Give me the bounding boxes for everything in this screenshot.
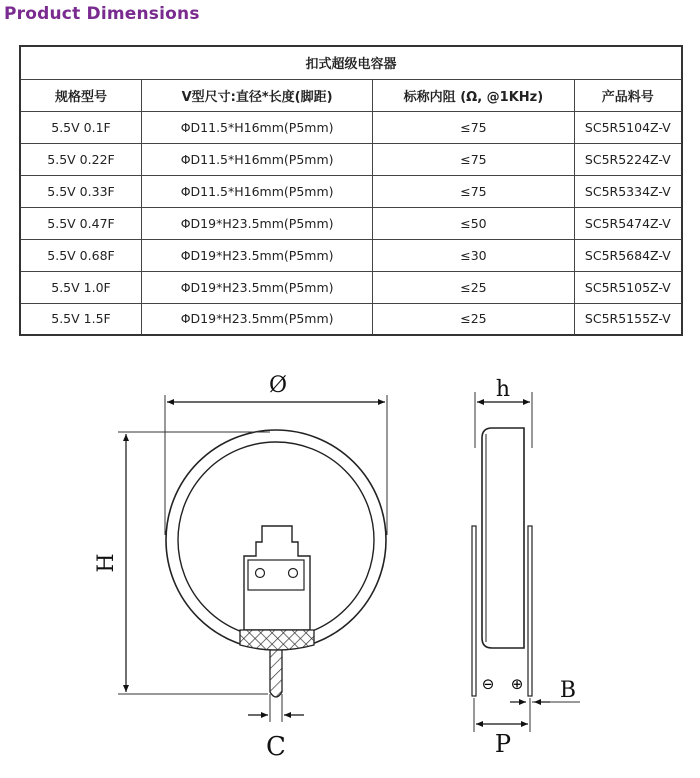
table-caption: 扣式超级电容器	[20, 46, 682, 79]
row-size: ΦD19*H23.5mm(P5mm)	[142, 271, 373, 303]
thickness-label: h	[495, 377, 511, 402]
header-esr: 标称内阻 (Ω, @1KHz)	[373, 79, 574, 111]
front-view	[94, 373, 387, 762]
b-label: B	[559, 678, 577, 703]
row-model: 5.5V 1.0F	[20, 271, 142, 303]
row-part: SC5R5105Z-V	[574, 271, 682, 303]
side-view	[472, 377, 580, 758]
positive-label: ⊕	[510, 675, 524, 693]
row-size: ΦD19*H23.5mm(P5mm)	[142, 239, 373, 271]
row-model: 5.5V 0.22F	[20, 143, 142, 175]
row-model: 5.5V 0.1F	[20, 111, 142, 143]
row-part: SC5R5334Z-V	[574, 175, 682, 207]
table-header-row	[20, 79, 682, 111]
row-size: ΦD19*H23.5mm(P5mm)	[142, 207, 373, 239]
row-size: ΦD19*H23.5mm(P5mm)	[142, 303, 373, 335]
pitch-label: P	[494, 730, 512, 758]
row-part: SC5R5104Z-V	[574, 111, 682, 143]
row-esr: ≤75	[373, 143, 574, 175]
row-part: SC5R5155Z-V	[574, 303, 682, 335]
row-esr: ≤25	[373, 303, 574, 335]
table-caption-row	[20, 46, 682, 79]
row-size: ΦD11.5*H16mm(P5mm)	[142, 143, 373, 175]
header-part: 产品料号	[574, 79, 682, 111]
table-row	[20, 271, 682, 303]
row-esr: ≤75	[373, 111, 574, 143]
row-esr: ≤75	[373, 175, 574, 207]
row-part: SC5R5684Z-V	[574, 239, 682, 271]
diameter-label: Ø	[268, 373, 288, 398]
negative-label: ⊖	[481, 675, 495, 693]
row-esr: ≤25	[373, 271, 574, 303]
header-model: 规格型号	[20, 79, 142, 111]
row-size: ΦD11.5*H16mm(P5mm)	[142, 175, 373, 207]
spec-table	[19, 45, 683, 336]
row-esr: ≤30	[373, 239, 574, 271]
height-label: H	[94, 553, 119, 573]
lead-label: C	[266, 732, 286, 762]
table-row	[20, 175, 682, 207]
row-model: 5.5V 0.33F	[20, 175, 142, 207]
dimension-drawing	[0, 350, 700, 778]
header-size: V型尺寸:直径*长度(脚距)	[142, 79, 373, 111]
row-model: 5.5V 0.47F	[20, 207, 142, 239]
row-model: 5.5V 1.5F	[20, 303, 142, 335]
row-esr: ≤50	[373, 207, 574, 239]
table-row	[20, 111, 682, 143]
row-size: ΦD11.5*H16mm(P5mm)	[142, 111, 373, 143]
table-row	[20, 143, 682, 175]
page-title: Product Dimensions	[4, 4, 200, 24]
row-part: SC5R5474Z-V	[574, 207, 682, 239]
row-model: 5.5V 0.68F	[20, 239, 142, 271]
row-part: SC5R5224Z-V	[574, 143, 682, 175]
table-row	[20, 207, 682, 239]
table-row	[20, 239, 682, 271]
table-row	[20, 303, 682, 335]
